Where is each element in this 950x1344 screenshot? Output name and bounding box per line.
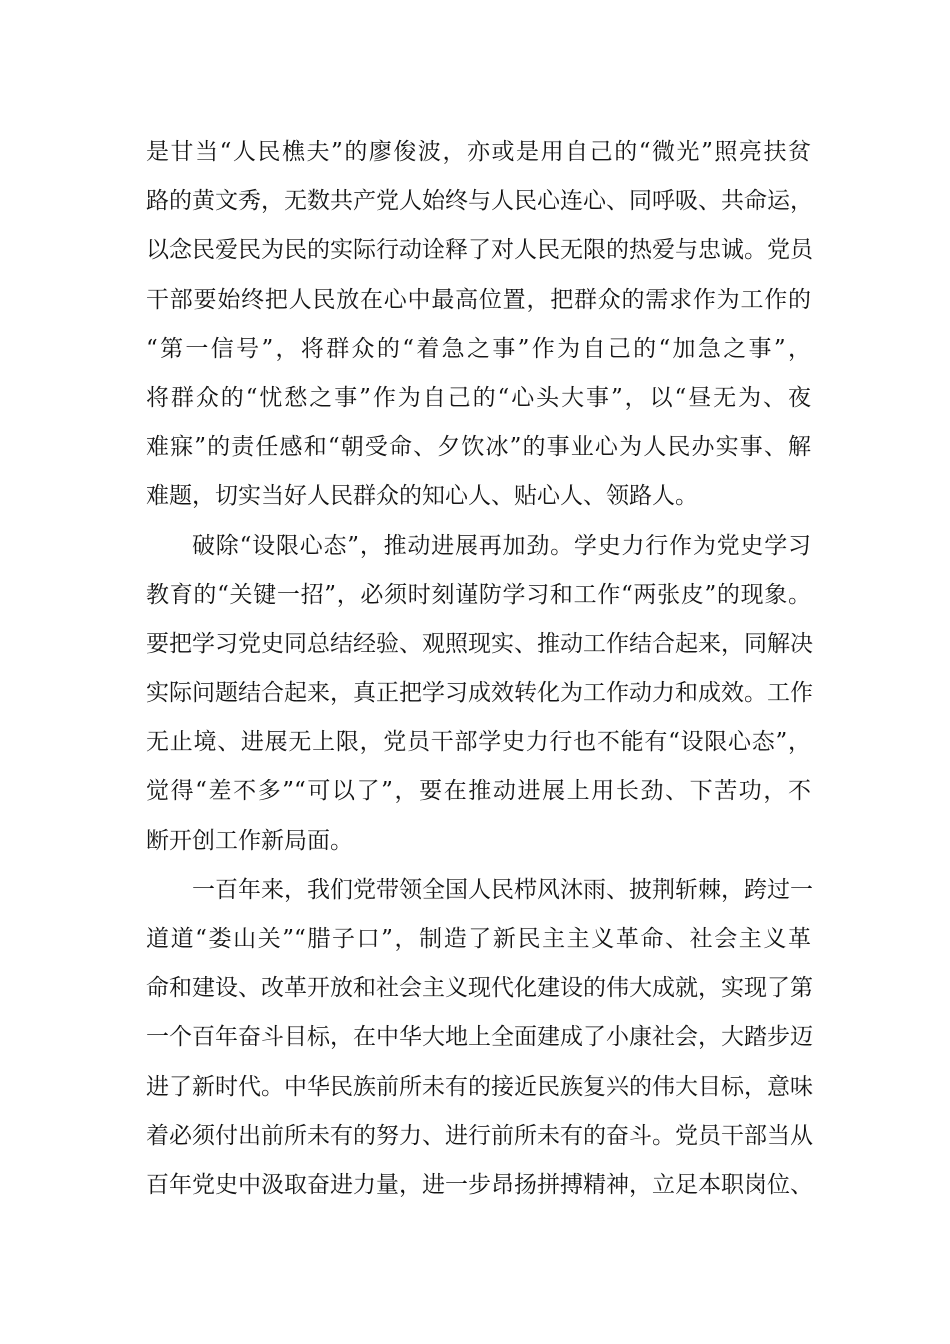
text-line: “第一信号”，将群众的“着急之事”作为自己的“加急之事”，	[146, 335, 811, 362]
text-line: 实际问题结合起来，真正把学习成效转化为工作动力和成效。工作	[146, 680, 813, 707]
text-line: 教育的“关键一招”，必须时刻谨防学习和工作“两张皮”的现象。	[146, 581, 811, 608]
text-line: 以念民爱民为民的实际行动诠释了对人民无限的热爱与忠诚。党员	[146, 237, 813, 264]
document-body	[146, 128, 811, 1210]
text-line: 干部要始终把人民放在心中最高位置，把群众的需求作为工作的	[146, 286, 811, 313]
text-line: 命和建设、改革开放和社会主义现代化建设的伟大成就，实现了第	[146, 975, 813, 1002]
text-line: 是甘当“人民樵夫”的廖俊波，亦或是用自己的“微光”照亮扶贫	[146, 139, 811, 165]
text-line: 无止境、进展无上限，党员干部学史力行也不能有“设限心态”，	[146, 729, 811, 756]
text-line: 将群众的“忧愁之事”作为自己的“心头大事”，以“昼无为、夜	[146, 384, 811, 411]
text-line: 难寐”的责任感和“朝受命、夕饮冰”的事业心为人民办实事、解	[146, 434, 811, 461]
text-line: 断开创工作新局面。	[146, 827, 353, 854]
text-line: 进了新时代。中华民族前所未有的接近民族复兴的伟大目标，意味	[146, 1073, 813, 1100]
paragraph-first-line: 破除“设限心态”，推动进展再加劲。学史力行作为党史学习	[192, 532, 811, 559]
text-line: 百年党史中汲取奋进力量，进一步昂扬拼搏精神，立足本职岗位、	[146, 1171, 813, 1198]
text-line: 觉得“差不多”“可以了”，要在推动进展上用长劲、下苦功，不	[146, 778, 811, 805]
text-line: 着必须付出前所未有的努力、进行前所未有的奋斗。党员干部当从	[146, 1122, 813, 1149]
text-line: 一个百年奋斗目标，在中华大地上全面建成了小康社会，大踏步迈	[146, 1024, 813, 1051]
text-line: 难题，切实当好人民群众的知心人、贴心人、领路人。	[146, 483, 698, 510]
text-line: 路的黄文秀，无数共产党人始终与人民心连心、同呼吸、共命运，	[146, 188, 813, 215]
text-line: 要把学习党史同总结经验、观照现实、推动工作结合起来，同解决	[146, 630, 813, 657]
paragraph-first-line: 一百年来，我们党带领全国人民栉风沐雨、披荆斩棘，跨过一	[192, 876, 813, 903]
text-line: 道道“娄山关”“腊子口”，制造了新民主主义革命、社会主义革	[146, 926, 811, 952]
